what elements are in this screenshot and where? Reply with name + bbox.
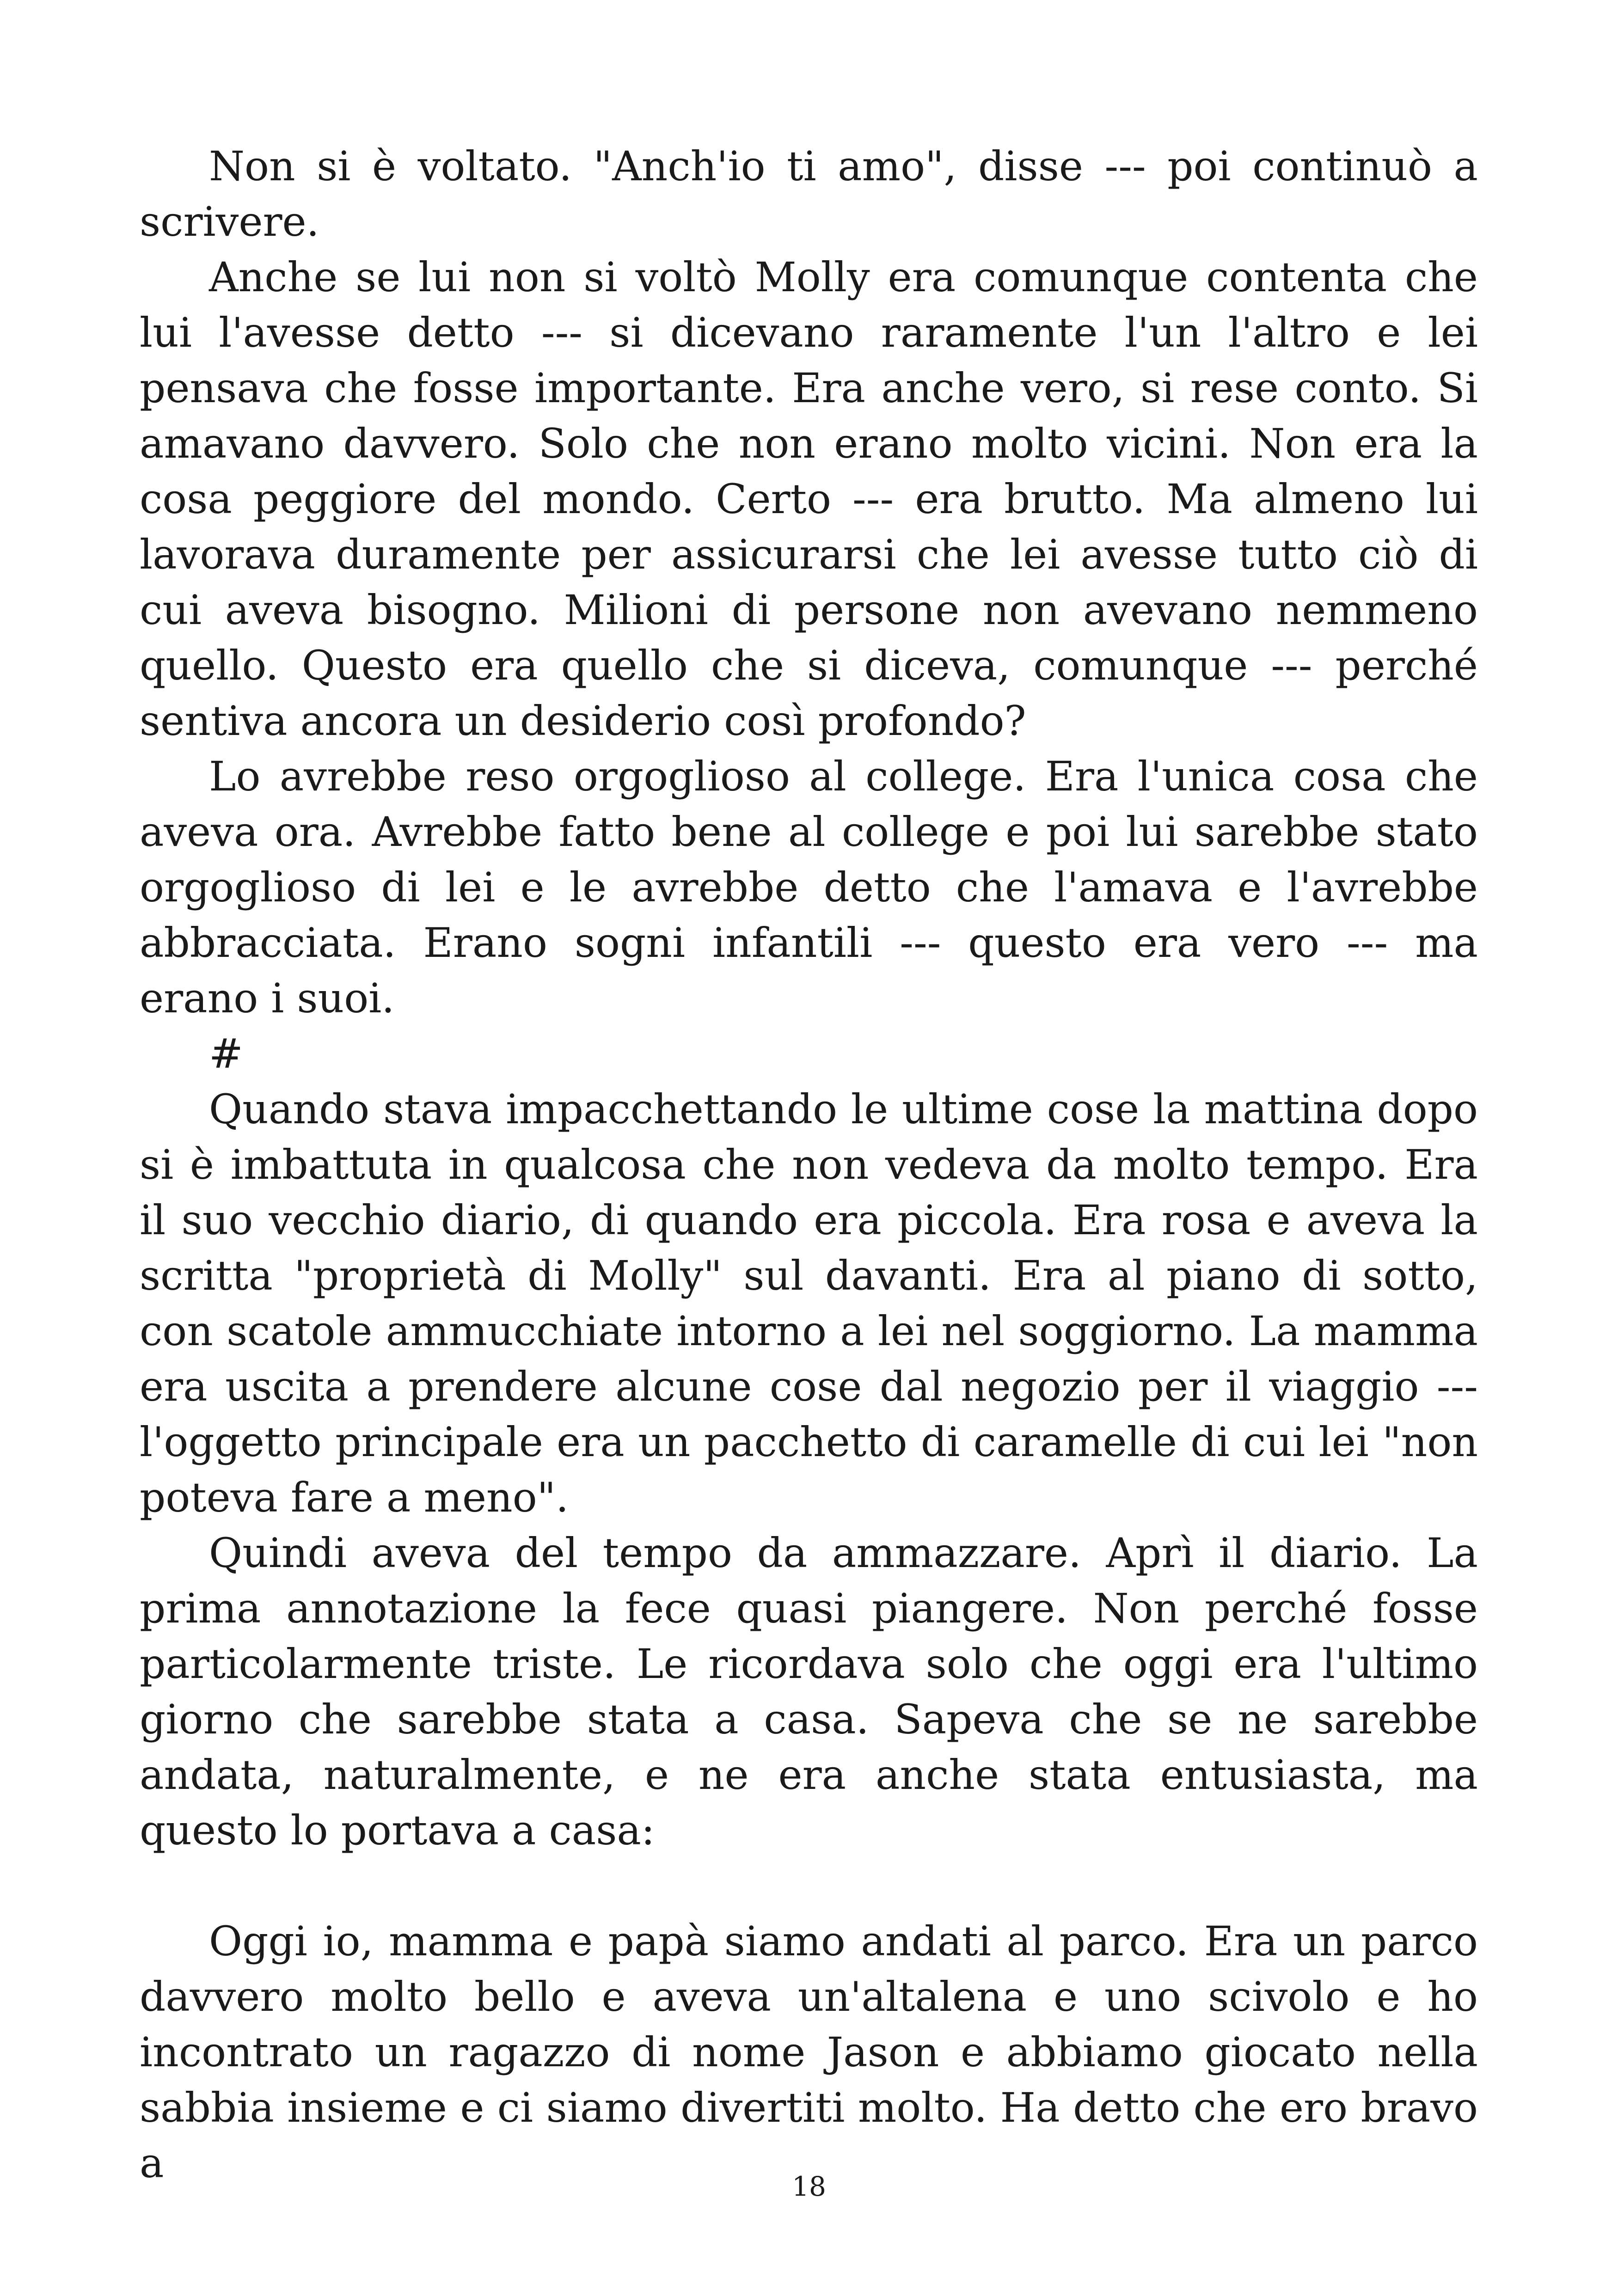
paragraph: Anche se lui non si voltò Molly era comunque contenta che lui l'avesse detto --- si dicevano raramente l'un l'altro e lei pensava che fosse importante. Era anche vero, si rese conto. Si amavano davvero. Solo che non erano molto vicini. Non era la cosa peggiore del mondo. Certo --- era brutto. Ma almeno lui lavorava duramente per assicurarsi che lei avesse tutto ciò di cui aveva bisogno. Milioni di persone non avevano nemmeno quello. Questo era quello che si diceva, comunque --- perché sentiva ancora un desiderio così profondo? <box>140 253 1478 745</box>
blank-line <box>140 1858 1478 1914</box>
body-text <box>140 139 1478 2191</box>
paragraph: Lo avrebbe reso orgoglioso al college. Era l'unica cosa che aveva ora. Avrebbe fatto bene al college e poi lui sarebbe stato orgoglioso di lei e le avrebbe detto che l'amava e l'avrebbe abbracciata. Erano sogni infantili --- questo era vero --- ma erano i suoi. <box>140 753 1478 1022</box>
paragraph: Non si è voltato. "Anch'io ti amo", disse --- poi continuò a scrivere. <box>140 142 1478 245</box>
paragraph: Quando stava impacchettando le ultime cose la mattina dopo si è imbattuta in qualcosa che non vedeva da molto tempo. Era il suo vecchio diario, di quando era piccola. Era rosa e aveva la scritta "proprietà di Molly" sul davanti. Era al piano di sotto, con scatole ammucchiate intorno a lei nel soggiorno. La mamma era uscita a prendere alcune cose dal negozio per il viaggio --- l'oggetto principale era un pacchetto di caramelle di cui lei "non poteva fare a meno". <box>140 1085 1478 1521</box>
section-break: # <box>209 1030 243 1078</box>
paragraph: Quindi aveva del tempo da ammazzare. Aprì il diario. La prima annotazione la fece quasi piangere. Non perché fosse particolarmente triste. Le ricordava solo che oggi era l'ultimo giorno che sarebbe stata a casa. Sapeva che se ne sarebbe andata, naturalmente, e ne era anche stata entusiasta, ma questo lo portava a casa: <box>140 1529 1478 1854</box>
diary-entry: Oggi io, mamma e papà siamo andati al parco. Era un parco davvero molto bello e aveva un'altalena e uno scivolo e ho incontrato un ragazzo di nome Jason e abbiamo giocato nella sabbia insieme e ci siamo divertiti molto. Ha detto che ero bravo a <box>140 1917 1478 2187</box>
page-number: 18 <box>792 2171 826 2202</box>
